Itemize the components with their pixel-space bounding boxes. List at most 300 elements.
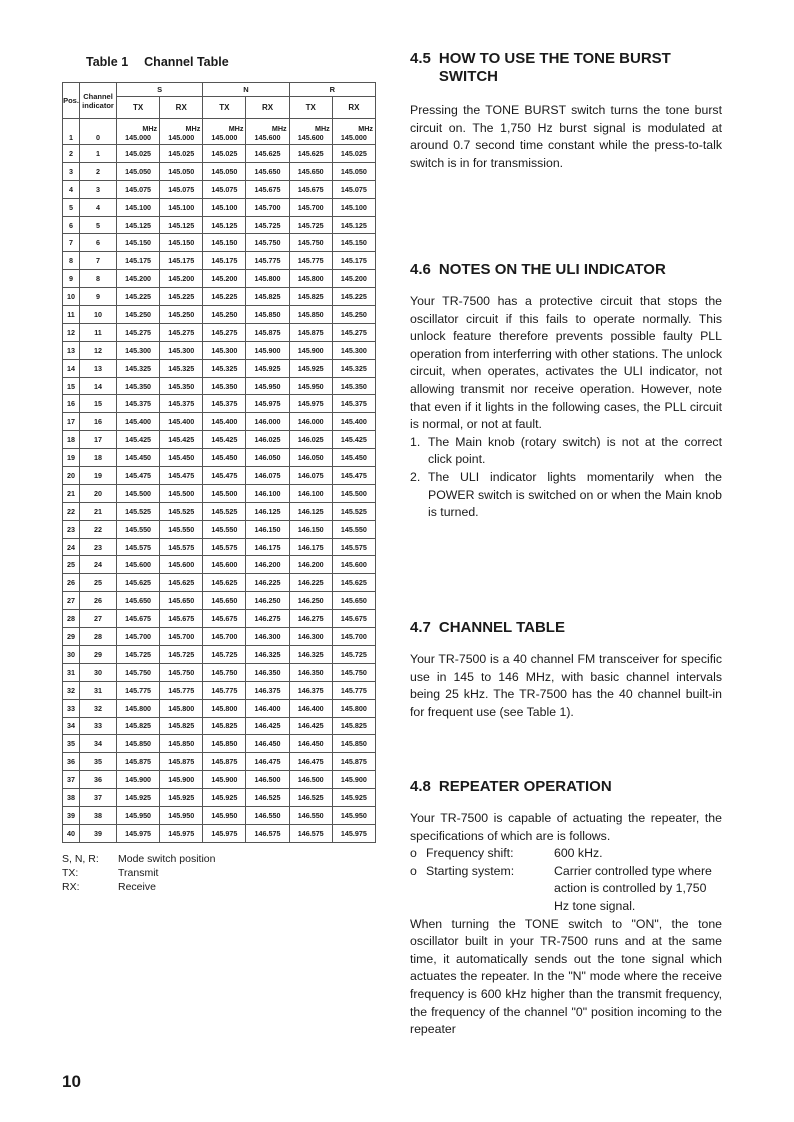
pos-cell: 35	[63, 735, 80, 753]
frequency-value: 145.600	[297, 133, 324, 142]
pos-cell: 25	[63, 556, 80, 574]
frequency-cell: 145.775	[160, 681, 203, 699]
frequency-cell: 145.825	[332, 717, 375, 735]
pos-cell: 37	[63, 771, 80, 789]
table-row	[63, 735, 376, 753]
pos-cell: 13	[63, 341, 80, 359]
section-4-6	[410, 261, 722, 522]
channel-cell: 12	[80, 341, 117, 359]
frequency-cell: 145.425	[332, 431, 375, 449]
channel-cell: 26	[80, 592, 117, 610]
frequency-cell: 145.450	[332, 449, 375, 467]
frequency-cell: 145.725	[246, 216, 289, 234]
frequency-cell: 145.700	[289, 198, 332, 216]
pos-cell: 28	[63, 610, 80, 628]
channel-cell: 27	[80, 610, 117, 628]
channel-cell: 17	[80, 431, 117, 449]
table-row	[63, 806, 376, 824]
section-body: Your TR-7500 has a protective circuit that stops the oscillator circuit if this fails to operate normally. This unlock feature therefore prevents possible faulty PLL operation from interferring with other stations. The unlock circuit, when operates, activates the ULI indicator, not allowing transmit nor receive operation. However, note that even if it lights in the following cases, the PLL circuit is normal, or not at fault.	[410, 294, 722, 432]
frequency-cell: 145.700	[246, 198, 289, 216]
frequency-cell: 146.400	[246, 699, 289, 717]
frequency-cell: 145.575	[203, 538, 246, 556]
frequency-cell: 145.225	[160, 288, 203, 306]
table-row	[63, 699, 376, 717]
frequency-cell: 145.775	[117, 681, 160, 699]
frequency-cell: 146.475	[289, 753, 332, 771]
frequency-cell: 145.100	[160, 198, 203, 216]
frequency-cell: 146.150	[289, 520, 332, 538]
frequency-cell: 145.175	[203, 252, 246, 270]
frequency-cell: 145.800	[117, 699, 160, 717]
channel-cell: 19	[80, 467, 117, 485]
frequency-cell: 145.525	[160, 502, 203, 520]
frequency-cell: 145.650	[246, 162, 289, 180]
pos-cell: 30	[63, 645, 80, 663]
section-heading	[410, 778, 722, 796]
list-item	[410, 434, 722, 469]
channel-cell: 37	[80, 789, 117, 807]
table-row	[63, 681, 376, 699]
frequency-cell: 145.025	[332, 145, 375, 163]
frequency-cell: 145.925	[246, 359, 289, 377]
frequency-cell: 145.450	[160, 449, 203, 467]
frequency-cell: 145.775	[332, 681, 375, 699]
frequency-cell: 145.375	[160, 395, 203, 413]
frequency-cell: 146.125	[289, 502, 332, 520]
frequency-cell: 145.375	[117, 395, 160, 413]
pos-cell: 12	[63, 323, 80, 341]
frequency-cell: 145.050	[117, 162, 160, 180]
channel-cell: 36	[80, 771, 117, 789]
frequency-cell: 145.875	[246, 323, 289, 341]
frequency-cell: 145.825	[289, 288, 332, 306]
frequency-cell: 145.825	[246, 288, 289, 306]
frequency-cell: 145.325	[117, 359, 160, 377]
frequency-cell: 145.925	[289, 359, 332, 377]
channel-cell: 13	[80, 359, 117, 377]
frequency-cell: 145.625	[160, 574, 203, 592]
table-row	[63, 556, 376, 574]
frequency-cell: 145.925	[117, 789, 160, 807]
table-row	[63, 610, 376, 628]
frequency-cell: 145.150	[160, 234, 203, 252]
list-number: 1.	[410, 434, 421, 449]
table-row	[63, 789, 376, 807]
spec-value: 600 kHz.	[554, 846, 603, 861]
section-4-8	[410, 778, 722, 1039]
frequency-cell: 146.125	[246, 502, 289, 520]
table-caption	[86, 55, 245, 69]
frequency-cell: 145.650	[117, 592, 160, 610]
header-tx: TX	[203, 97, 246, 119]
frequency-cell: 146.350	[289, 663, 332, 681]
frequency-cell: 145.925	[332, 789, 375, 807]
frequency-cell: 145.475	[203, 467, 246, 485]
frequency-cell: 145.900	[289, 341, 332, 359]
frequency-cell: 145.600	[332, 556, 375, 574]
frequency-cell: 145.875	[289, 323, 332, 341]
frequency-cell: 145.650	[203, 592, 246, 610]
section-body: Pressing the TONE BURST switch turns the tone burst circuit on. The 1,750 Hz burst signal is modulated at around 0.7 second time constant while the press-to-talk switch is in for transmission.	[410, 103, 722, 170]
frequency-cell: 145.500	[117, 484, 160, 502]
frequency-cell	[203, 119, 246, 145]
legend-key: TX:	[62, 867, 79, 879]
frequency-cell: 145.700	[117, 628, 160, 646]
frequency-cell: 145.525	[203, 502, 246, 520]
channel-cell: 14	[80, 377, 117, 395]
frequency-cell: 145.225	[203, 288, 246, 306]
frequency-value: 145.000	[125, 133, 152, 142]
channel-cell: 4	[80, 198, 117, 216]
pos-cell: 38	[63, 789, 80, 807]
section-4-5	[410, 50, 722, 172]
channel-cell: 29	[80, 645, 117, 663]
frequency-cell: 145.550	[332, 520, 375, 538]
frequency-cell: 145.075	[117, 180, 160, 198]
unit-label: MHz	[142, 124, 158, 133]
table-row	[63, 323, 376, 341]
channel-cell: 30	[80, 663, 117, 681]
frequency-cell: 145.650	[332, 592, 375, 610]
table-row	[63, 717, 376, 735]
table-row	[63, 592, 376, 610]
frequency-cell: 145.850	[203, 735, 246, 753]
table-row	[63, 198, 376, 216]
pos-cell: 11	[63, 306, 80, 324]
channel-cell: 35	[80, 753, 117, 771]
frequency-cell: 146.075	[289, 467, 332, 485]
frequency-cell: 145.250	[117, 306, 160, 324]
frequency-cell: 145.175	[332, 252, 375, 270]
frequency-cell: 145.200	[117, 270, 160, 288]
channel-cell: 20	[80, 484, 117, 502]
frequency-cell: 145.725	[160, 645, 203, 663]
frequency-cell: 146.525	[289, 789, 332, 807]
frequency-cell: 145.825	[160, 717, 203, 735]
table-row	[63, 270, 376, 288]
frequency-cell: 146.025	[289, 431, 332, 449]
section-intro: Your TR-7500 is capable of actuating the repeater, the specifications of which are is follows.	[410, 811, 722, 843]
channel-cell: 10	[80, 306, 117, 324]
frequency-cell: 145.325	[203, 359, 246, 377]
frequency-cell: 145.075	[203, 180, 246, 198]
frequency-cell: 145.750	[117, 663, 160, 681]
frequency-cell: 145.200	[332, 270, 375, 288]
channel-cell: 1	[80, 145, 117, 163]
frequency-cell: 145.625	[289, 145, 332, 163]
frequency-cell: 146.300	[289, 628, 332, 646]
frequency-cell: 145.975	[332, 824, 375, 842]
frequency-cell: 145.725	[332, 645, 375, 663]
frequency-cell: 146.200	[289, 556, 332, 574]
frequency-cell: 145.675	[246, 180, 289, 198]
frequency-cell: 146.175	[246, 538, 289, 556]
pos-cell: 17	[63, 413, 80, 431]
pos-cell: 39	[63, 806, 80, 824]
frequency-cell: 145.300	[203, 341, 246, 359]
channel-cell: 25	[80, 574, 117, 592]
frequency-cell: 146.450	[246, 735, 289, 753]
pos-cell: 18	[63, 431, 80, 449]
pos-cell: 33	[63, 699, 80, 717]
legend-item	[62, 880, 215, 894]
frequency-cell: 145.750	[332, 663, 375, 681]
frequency-cell: 145.350	[117, 377, 160, 395]
pos-cell: 27	[63, 592, 80, 610]
section-number: 4.6	[410, 261, 431, 278]
table-row	[63, 234, 376, 252]
frequency-cell: 145.800	[203, 699, 246, 717]
frequency-cell: 145.800	[289, 270, 332, 288]
frequency-cell: 145.775	[246, 252, 289, 270]
pos-cell: 3	[63, 162, 80, 180]
section-title: HOW TO USE THE TONE BURST SWITCH	[438, 50, 671, 85]
frequency-cell: 145.800	[246, 270, 289, 288]
table-row	[63, 377, 376, 395]
frequency-cell: 145.250	[203, 306, 246, 324]
frequency-cell: 145.875	[203, 753, 246, 771]
frequency-cell: 146.050	[246, 449, 289, 467]
frequency-cell: 145.900	[246, 341, 289, 359]
channel-cell: 18	[80, 449, 117, 467]
channel-cell: 32	[80, 699, 117, 717]
frequency-cell: 146.000	[289, 413, 332, 431]
frequency-cell: 145.075	[160, 180, 203, 198]
list-text: The ULI indicator lights momentarily when the POWER switch is switched on or when the Main knob is turned.	[428, 469, 722, 520]
frequency-cell: 145.600	[117, 556, 160, 574]
frequency-cell: 145.575	[117, 538, 160, 556]
frequency-cell	[289, 119, 332, 145]
table-row	[63, 145, 376, 163]
spec-key: Frequency shift:	[426, 846, 514, 861]
table-row	[63, 216, 376, 234]
frequency-cell: 145.550	[117, 520, 160, 538]
frequency-cell: 146.575	[289, 824, 332, 842]
right-column	[410, 50, 722, 1037]
pos-cell: 7	[63, 234, 80, 252]
frequency-cell: 145.725	[203, 645, 246, 663]
frequency-cell: 146.300	[246, 628, 289, 646]
frequency-cell: 145.350	[160, 377, 203, 395]
frequency-cell: 145.575	[160, 538, 203, 556]
header-rx: RX	[246, 97, 289, 119]
frequency-cell: 145.700	[203, 628, 246, 646]
channel-cell: 16	[80, 413, 117, 431]
frequency-cell: 146.575	[246, 824, 289, 842]
table-row	[63, 359, 376, 377]
section-body: Your TR-7500 is a 40 channel FM transceiver for specific use in 145 to 146 MHz, with basic channel intervals being 25 kHz. The TR-7500 has the 40 channel built-in for frequent use (see Table 1).	[410, 652, 722, 719]
frequency-cell: 145.550	[203, 520, 246, 538]
frequency-cell: 145.150	[332, 234, 375, 252]
frequency-cell: 145.150	[117, 234, 160, 252]
spec-key: Starting system:	[426, 863, 515, 878]
frequency-cell: 145.625	[117, 574, 160, 592]
channel-cell: 5	[80, 216, 117, 234]
frequency-cell: 145.975	[160, 824, 203, 842]
frequency-cell: 145.500	[160, 484, 203, 502]
frequency-cell: 145.125	[160, 216, 203, 234]
frequency-cell: 145.850	[332, 735, 375, 753]
section-heading	[410, 261, 722, 279]
frequency-value: 145.600	[254, 133, 281, 142]
frequency-cell: 145.225	[117, 288, 160, 306]
channel-cell: 33	[80, 717, 117, 735]
frequency-cell: 145.050	[160, 162, 203, 180]
header-tx: TX	[289, 97, 332, 119]
pos-cell: 14	[63, 359, 80, 377]
frequency-cell: 145.175	[117, 252, 160, 270]
pos-cell: 36	[63, 753, 80, 771]
frequency-cell: 145.300	[332, 341, 375, 359]
frequency-cell: 145.850	[160, 735, 203, 753]
unit-label: MHz	[271, 124, 287, 133]
frequency-cell: 145.125	[203, 216, 246, 234]
channel-cell: 3	[80, 180, 117, 198]
legend-value: Mode switch position	[118, 853, 216, 865]
frequency-cell: 145.850	[289, 306, 332, 324]
table-row	[63, 413, 376, 431]
pos-cell: 19	[63, 449, 80, 467]
header-rx: RX	[160, 97, 203, 119]
frequency-cell: 145.550	[160, 520, 203, 538]
table-row	[63, 628, 376, 646]
channel-cell: 28	[80, 628, 117, 646]
table-row	[63, 467, 376, 485]
frequency-cell: 145.925	[203, 789, 246, 807]
frequency-cell: 145.375	[332, 395, 375, 413]
table-row	[63, 645, 376, 663]
frequency-cell: 145.950	[289, 377, 332, 395]
pos-cell: 22	[63, 502, 80, 520]
table-row	[63, 484, 376, 502]
pos-cell: 40	[63, 824, 80, 842]
channel-cell: 8	[80, 270, 117, 288]
frequency-cell: 145.900	[117, 771, 160, 789]
frequency-cell: 146.025	[246, 431, 289, 449]
channel-cell: 21	[80, 502, 117, 520]
channel-cell: 2	[80, 162, 117, 180]
header-mode-r: R	[289, 83, 375, 97]
frequency-cell: 145.825	[203, 717, 246, 735]
section-heading	[410, 619, 722, 637]
table-row	[63, 538, 376, 556]
channel-cell: 38	[80, 806, 117, 824]
pos-cell: 34	[63, 717, 80, 735]
frequency-cell: 145.825	[117, 717, 160, 735]
header-pos: Pos.	[63, 83, 80, 119]
table-row	[63, 306, 376, 324]
section-title: REPEATER OPERATION	[438, 778, 612, 795]
channel-cell: 34	[80, 735, 117, 753]
table-row	[63, 520, 376, 538]
unit-label: MHz	[185, 124, 201, 133]
header-rx: RX	[332, 97, 375, 119]
frequency-value: 145.000	[211, 133, 238, 142]
frequency-cell: 145.800	[160, 699, 203, 717]
frequency-cell: 145.300	[117, 341, 160, 359]
frequency-cell: 146.400	[289, 699, 332, 717]
frequency-cell: 145.675	[203, 610, 246, 628]
frequency-cell: 145.025	[160, 145, 203, 163]
frequency-cell: 145.225	[332, 288, 375, 306]
section-number: 4.7	[410, 619, 431, 636]
frequency-cell: 145.675	[117, 610, 160, 628]
table-row	[63, 180, 376, 198]
frequency-value: 145.000	[168, 133, 195, 142]
table-legend	[62, 852, 215, 894]
table-row	[63, 431, 376, 449]
cases-list	[410, 434, 722, 522]
frequency-cell: 145.975	[246, 395, 289, 413]
frequency-cell: 146.325	[246, 645, 289, 663]
frequency-cell: 145.425	[203, 431, 246, 449]
frequency-cell: 145.425	[117, 431, 160, 449]
channel-cell: 15	[80, 395, 117, 413]
frequency-cell: 145.125	[117, 216, 160, 234]
frequency-cell: 145.725	[289, 216, 332, 234]
frequency-cell	[160, 119, 203, 145]
frequency-cell: 145.750	[160, 663, 203, 681]
frequency-cell: 146.550	[246, 806, 289, 824]
frequency-cell: 145.900	[160, 771, 203, 789]
frequency-cell: 145.025	[117, 145, 160, 163]
pos-cell: 1	[63, 119, 80, 145]
section-body: When turning the TONE switch to "ON", the tone oscillator built in your TR-7500 runs and at the same time, it automatically sends out the tone signal which actuates the repeater. In the "N" mode where the receive frequency is 600 kHz higher than the transmit frequency, the frequency of the channel "0" position incoming to the repeater	[410, 916, 722, 1037]
frequency-cell: 145.050	[203, 162, 246, 180]
frequency-cell: 145.350	[332, 377, 375, 395]
frequency-cell: 145.250	[160, 306, 203, 324]
frequency-cell: 145.300	[160, 341, 203, 359]
frequency-cell: 146.250	[246, 592, 289, 610]
list-item	[410, 469, 722, 522]
legend-value: Transmit	[118, 867, 159, 879]
section-number: 4.5	[410, 50, 431, 67]
frequency-cell: 145.125	[332, 216, 375, 234]
frequency-cell: 146.475	[246, 753, 289, 771]
frequency-cell: 146.200	[246, 556, 289, 574]
frequency-cell: 145.975	[203, 824, 246, 842]
frequency-cell: 145.500	[332, 484, 375, 502]
frequency-cell: 145.100	[117, 198, 160, 216]
frequency-cell	[246, 119, 289, 145]
frequency-cell: 146.050	[289, 449, 332, 467]
frequency-cell: 145.775	[289, 252, 332, 270]
frequency-cell: 145.675	[289, 180, 332, 198]
legend-item	[62, 852, 215, 866]
frequency-cell: 145.900	[332, 771, 375, 789]
legend-value: Receive	[118, 881, 156, 893]
frequency-cell: 145.700	[332, 628, 375, 646]
frequency-cell	[332, 119, 375, 145]
table-title: Channel Table	[144, 55, 229, 69]
frequency-cell: 146.500	[246, 771, 289, 789]
frequency-cell: 145.675	[160, 610, 203, 628]
frequency-cell: 145.400	[203, 413, 246, 431]
frequency-cell: 145.650	[289, 162, 332, 180]
table-row	[63, 502, 376, 520]
pos-cell: 24	[63, 538, 80, 556]
channel-table	[62, 82, 376, 843]
table-row	[63, 162, 376, 180]
pos-cell: 32	[63, 681, 80, 699]
frequency-cell: 146.425	[246, 717, 289, 735]
table-row	[63, 252, 376, 270]
pos-cell: 16	[63, 395, 80, 413]
frequency-cell: 145.150	[203, 234, 246, 252]
frequency-cell: 145.475	[332, 467, 375, 485]
frequency-cell: 145.050	[332, 162, 375, 180]
frequency-cell: 146.375	[289, 681, 332, 699]
